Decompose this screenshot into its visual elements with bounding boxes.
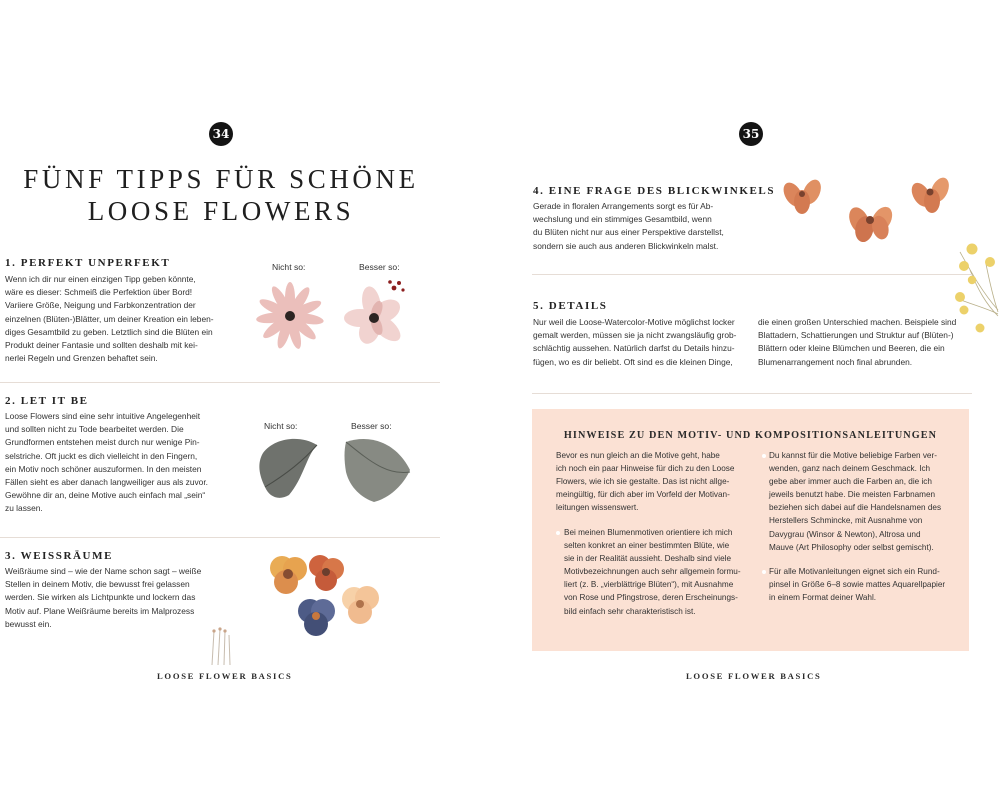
text-line: Flowers, wie ich sie gestalte. Das ist nicht allge- [556, 477, 730, 487]
divider [0, 382, 440, 383]
text-line: Für alle Motivanleitungen eignet sich ein Rund- [769, 567, 940, 576]
text-line: und sollten nicht zu Tode bearbeitet werden. Die [5, 424, 184, 435]
text-line: Variiere Größe, Neigung und Farbkonzentration der [5, 300, 196, 311]
text-line: bewusst ein. [5, 618, 52, 629]
text-line: gebe aber immer auch die Farben an, die ich [769, 477, 932, 487]
section-body-4 [533, 200, 773, 253]
text-line: Bevor es nun gleich an die Motive geht, habe [556, 451, 720, 460]
text-line: einzelnen (Blüten-)Blätter, um deiner Kreation ein leben- [5, 313, 214, 324]
text-line: Fällen sieht es aber danach langweiliger aus als zuvor. [5, 477, 208, 488]
page-number-right: 35 [739, 122, 763, 146]
text-line: wäre es dieser: Schmeiß die Perfektion über Bord! [5, 287, 193, 298]
text-line: wenden, ganz nach deinem Geschmack. Ich [769, 464, 931, 474]
section-body-3 [5, 565, 250, 631]
text-line: Loose Flowers sind eine sehr intuitive Angelegenheit [5, 411, 201, 421]
text-line: Gerade in floralen Arrangements sorgt es für Ab- [533, 201, 714, 211]
text-line: schlächtig aussehen. Natürlich darfst du Details hinzu- [533, 343, 735, 354]
page-number-left: 34 [209, 122, 233, 146]
text-line: nerlei Regeln und Grenzen behaftet sein. [5, 353, 158, 364]
footer-left: LOOSE FLOWER BASICS [157, 671, 293, 681]
text-line: Wenn ich dir nur einen einzigen Tipp geben könnte, [5, 274, 196, 284]
text-line: ein Motiv noch schöner auszuformen. In den meisten [5, 463, 202, 474]
footer-right: LOOSE FLOWER BASICS [686, 671, 822, 681]
text-line: leitungen wissenswert. [556, 503, 639, 513]
text-line: Motiv auf. Plane Weißräume bereits im Malprozess [5, 605, 195, 616]
text-line: Blumenarrangement noch final abrunden. [758, 356, 913, 367]
flower-bad-icon [252, 280, 328, 352]
divider [532, 274, 972, 275]
section-heading-1: 1. PERFEKT UNPERFEKT [5, 257, 171, 269]
bullet-dot [762, 570, 766, 574]
label-good-2: Besser so: [351, 421, 392, 431]
divider [0, 537, 440, 538]
text-line: Davygrau (Winsor & Newton), Altrosa und [769, 529, 921, 539]
bullet-dot [556, 531, 560, 535]
section-heading-5: 5. DETAILS [533, 300, 608, 312]
text-line: gemalt werden, müssen sie ja nicht zwangsläufig grob- [533, 330, 737, 341]
bullet-dot [762, 454, 766, 458]
page-title [0, 163, 442, 227]
text-line: Du kannst für die Motive beliebige Farben ver- [769, 451, 937, 460]
leaf-good-icon [340, 432, 416, 506]
text-line: Bei meinen Blumenmotiven orientiere ich mich [564, 528, 733, 537]
divider [532, 393, 972, 394]
text-line: werden. Sie wirken als Lichtpunkte und lockern das [5, 592, 196, 603]
text-line: Gewöhne dir an, deine Motive auch einfach mal „sein“ [5, 490, 206, 501]
text-line: die einen großen Unterschied machen. Beispiele sind [758, 317, 957, 327]
label-good-1: Besser so: [359, 262, 400, 272]
label-bad-1: Nicht so: [272, 262, 306, 272]
text-line: du Blüten nicht nur aus einer Perspektive darstellst, [533, 227, 724, 238]
text-line: ich noch ein paar Hinweise für dich zu den Loose [556, 464, 735, 474]
text-line: Nur weil die Loose-Watercolor-Motive möglichst locker [533, 317, 735, 327]
text-line: beziehen sich dabei auf die Handelsnamen des [769, 503, 942, 513]
text-line: jeweils benutzt habe. Die meisten Farbnamen [769, 490, 936, 500]
section-heading-3: 3. WEISSRÄUME [5, 550, 114, 562]
text-line: liert (z. B. „vierblättrige Blüten“), mit Ausnahme [564, 580, 734, 590]
info-box-bullet-1 [564, 526, 764, 618]
flower-good-icon [336, 276, 416, 354]
text-line: von Rose und Pfingstrose, deren Erscheinungs- [564, 593, 738, 603]
title-line-1: FÜNF TIPPS FÜR SCHÖNE [23, 164, 419, 194]
text-line: selten konkret an einer bestimmten Blüte, wie [564, 541, 730, 551]
section-heading-4: 4. EINE FRAGE DES BLICKWINKELS [533, 185, 776, 197]
section-body-5-col1 [533, 316, 755, 369]
text-line: bild einfach sehr charakteristisch ist. [564, 606, 696, 616]
text-line: Produkt deiner Fantasie und sollten deshalb mit kei- [5, 340, 198, 351]
info-box-bullet-2 [769, 449, 969, 554]
flower-cluster-icon [262, 548, 388, 646]
gutter [470, 0, 518, 800]
info-box [532, 409, 969, 651]
brush-strokes-icon [206, 625, 236, 667]
text-line: Motivbezeichnungen auch sehr allgemein formu- [564, 567, 741, 577]
text-line: in einem Format deiner Wahl. [769, 593, 877, 603]
left-page [0, 0, 470, 800]
text-line: Grundformen entstehen meist durch nur wenige Pin- [5, 437, 200, 448]
text-line: sie in der Realität aussieht. Deshalb sind viele [564, 554, 732, 564]
text-line: wechslung und ein stimmiges Gesamtbild, wenn [533, 214, 712, 225]
text-line: fügen, wo es dir beliebt. Oft sind es die kleinen Dinge, [533, 356, 733, 367]
info-box-bullet-3 [769, 565, 969, 604]
section-body-5-col2 [758, 316, 980, 369]
info-box-title: HINWEISE ZU DEN MOTIV- UND KOMPOSITIONSANLEITUNGEN [563, 430, 938, 441]
leaf-bad-icon [255, 435, 327, 505]
text-line: Weißräume sind – wie der Name schon sagt – weiße [5, 566, 202, 576]
text-line: Blattadern, Schattierungen und Struktur auf (Blüten-) [758, 330, 954, 341]
text-line: meingültig, für dich aber im Vorfeld der Motivan- [556, 490, 730, 500]
text-line: Herstellers Schmincke, mit Ausnahme von [769, 516, 923, 526]
text-line: sondern sie auch aus anderen Blickwinkeln malst. [533, 240, 719, 251]
text-line: zu lassen. [5, 503, 43, 514]
section-body-2 [5, 410, 250, 516]
orange-flowers-icon [776, 168, 960, 252]
section-body-1 [5, 273, 250, 365]
section-heading-2: 2. LET IT BE [5, 395, 89, 407]
text-line: selstriche. Oft juckt es dich vielleicht in den Fingern, [5, 450, 198, 461]
text-line: diges Gesamtbild zu geben. Letztlich sind die Blüten ein [5, 326, 213, 337]
label-bad-2: Nicht so: [264, 421, 298, 431]
text-line: Mauve (Art Philosophy oder selbst gemischt). [769, 542, 934, 552]
text-line: Blättern oder kleine Blümchen und Beeren, die ein [758, 343, 945, 354]
text-line: Stellen in deinem Motiv, die bewusst frei gelassen [5, 579, 190, 590]
title-line-2: LOOSE FLOWERS [87, 196, 355, 226]
text-line: pinsel in Größe 6–8 sowie mattes Aquarellpapier [769, 580, 946, 590]
info-box-intro [556, 449, 756, 514]
